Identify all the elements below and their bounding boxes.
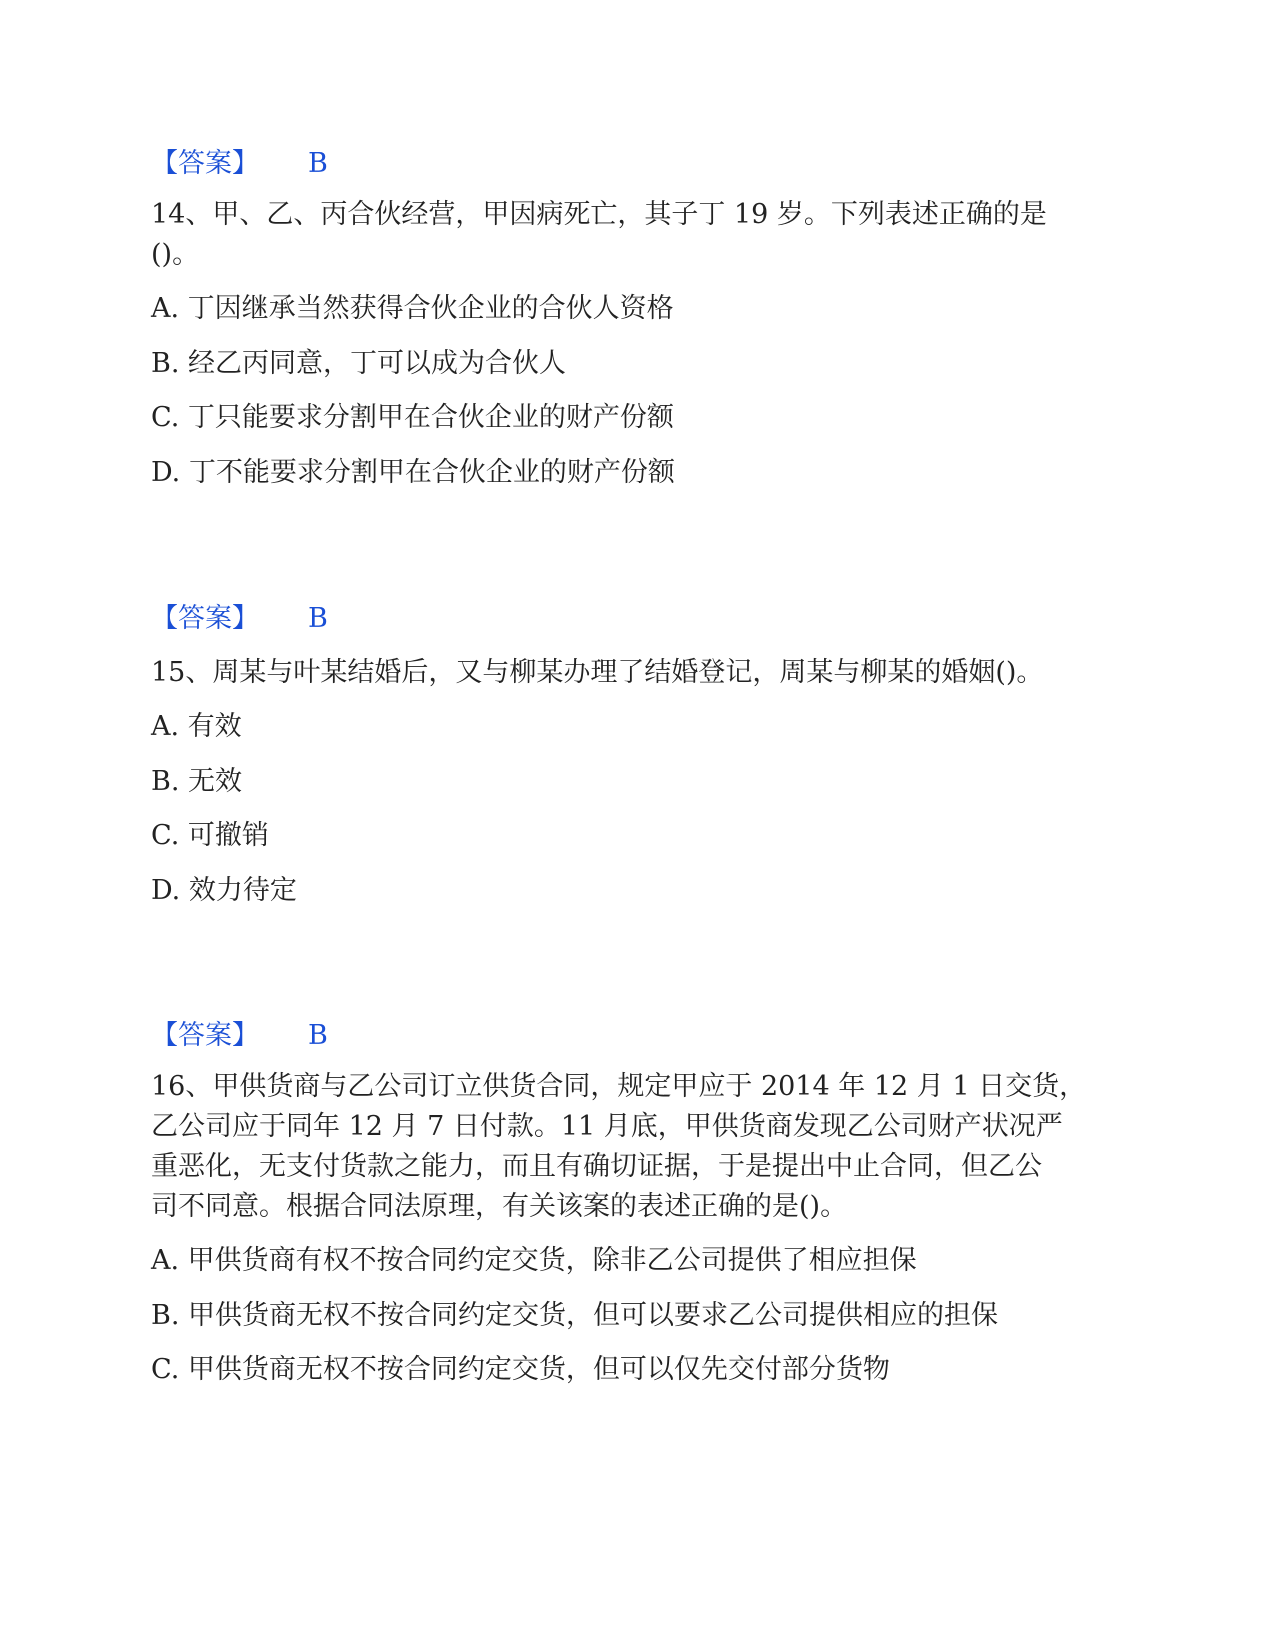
option-b: B. 经乙丙同意，丁可以成为合伙人 [151, 348, 567, 379]
option-c: C. 甲供货商无权不按合同约定交货，但可以仅先交付部分货物 [151, 1354, 890, 1385]
option-c: C. 丁只能要求分割甲在合伙企业的财产份额 [151, 402, 674, 433]
option-d: D. 效力待定 [151, 875, 297, 906]
option-b: B. 无效 [151, 766, 243, 797]
answer-label: 【答案】 [151, 603, 259, 634]
answer-line [151, 1018, 328, 1054]
option-c: C. 可撤销 [151, 820, 269, 851]
question-text: 15、周某与叶某结婚后，又与柳某办理了结婚登记，周某与柳某的婚姻()。 [151, 657, 1044, 688]
option-d: D. 丁不能要求分割甲在合伙企业的财产份额 [151, 457, 675, 488]
question-text: ()。 [151, 239, 200, 270]
option-a: A. 丁因继承当然获得合伙企业的合伙人资格 [151, 293, 674, 324]
option-a: A. 有效 [151, 711, 242, 742]
answer-line [151, 601, 328, 637]
answer-label: 【答案】 [151, 1020, 259, 1051]
question-text: 司不同意。根据合同法原理，有关该案的表述正确的是()。 [151, 1191, 848, 1222]
answer-value: B [308, 148, 328, 179]
answer-value: B [308, 1020, 328, 1051]
question-text: 16、甲供货商与乙公司订立供货合同，规定甲应于 2014 年 12 月 1 日交货， [151, 1071, 1087, 1102]
question-text: 重恶化，无支付货款之能力，而且有确切证据，于是提出中止合同，但乙公 [151, 1151, 1042, 1182]
question-text: 14、甲、乙、丙合伙经营，甲因病死亡，其子丁 19 岁。下列表述正确的是 [151, 199, 1047, 230]
option-b: B. 甲供货商无权不按合同约定交货，但可以要求乙公司提供相应的担保 [151, 1300, 999, 1331]
option-a: A. 甲供货商有权不按合同约定交货，除非乙公司提供了相应担保 [151, 1245, 917, 1276]
answer-label: 【答案】 [151, 148, 259, 179]
question-text: 乙公司应于同年 12 月 7 日付款。11 月底，甲供货商发现乙公司财产状况严 [151, 1111, 1063, 1142]
answer-line [151, 146, 328, 182]
answer-value: B [308, 603, 328, 634]
